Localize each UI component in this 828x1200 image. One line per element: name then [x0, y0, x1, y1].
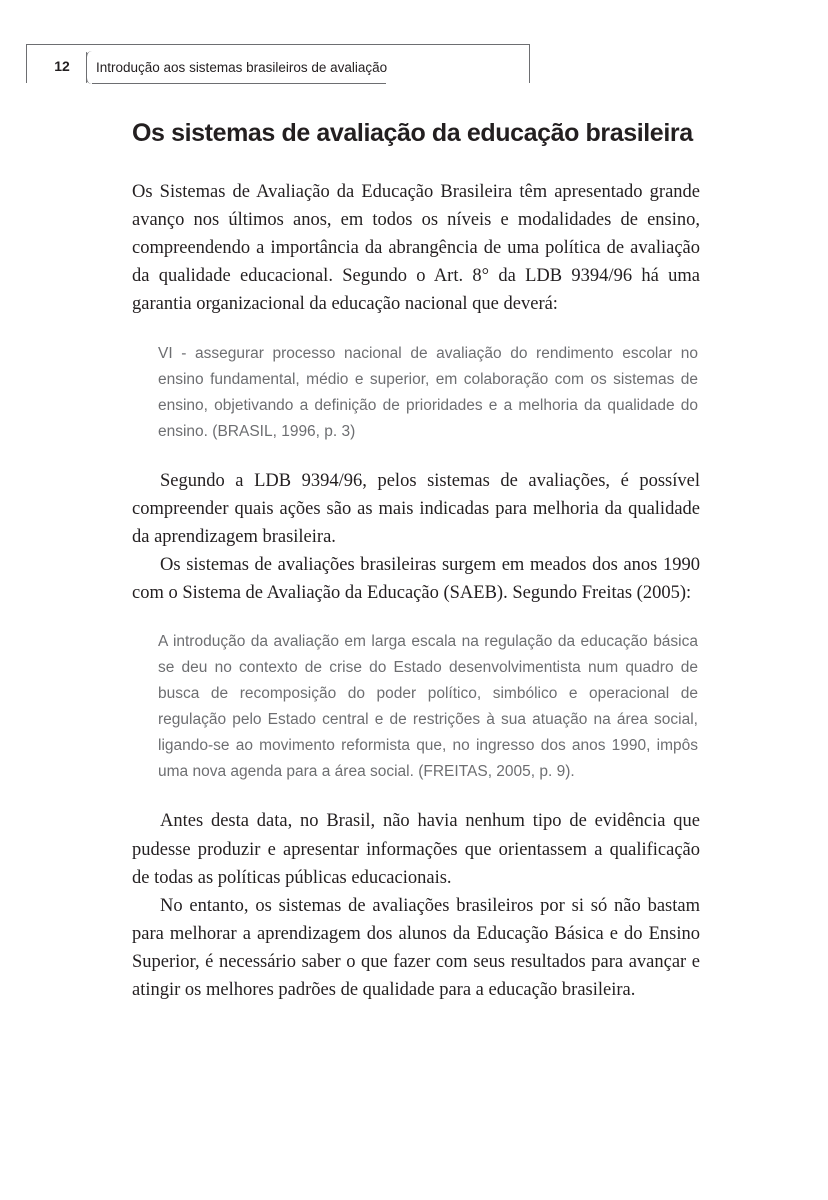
running-head	[0, 44, 530, 94]
paragraph-2: Segundo a LDB 9394/96, pelos sistemas de avaliações, é possível compreender quais ações são as mais indicadas para melhoria da qualidade da aprendizagem brasileira.	[132, 470, 700, 547]
page-number: 12	[54, 58, 70, 74]
header-top-rule	[26, 44, 530, 45]
block-quote-1: VI - assegurar processo nacional de avaliação do rendimento escolar no ensino fundamental, médio e superior, em colaboração com os sistemas de ensino, objetivando a definição de prioridades e a melhoria da qualidade do ensino. (BRASIL, 1996, p. 3)	[158, 344, 698, 440]
paragraph-3: Os sistemas de avaliações brasileiras surgem em meados dos anos 1990 com o Sistema de Avaliação da Educação (SAEB). Segundo Freitas (2005):	[132, 555, 700, 604]
block-quote-2: A introdução da avaliação em larga escala na regulação da educação básica se deu no contexto de crise do Estado desenvolvimentista num quadro de busca de recomposição do poder político, simbólico e operacional de regulação pelo Estado central e de restrições à sua atuação na área social, ligando-se ao movimento reformista que, no ingresso dos anos 1990, impôs uma nova agenda para a área social. (FREITAS, 2005, p. 9).	[158, 633, 698, 781]
running-head-title: Introdução aos sistemas brasileiros de avaliação	[96, 60, 388, 75]
header-left-edge	[26, 44, 27, 83]
paragraph-4: Antes desta data, no Brasil, não havia nenhum tipo de evidência que pudesse produzir e apresentar informações que orientassem a qualificação de todas as políticas públicas educacionais.	[132, 811, 700, 888]
header-divider	[86, 52, 87, 83]
header-right-edge	[529, 44, 530, 83]
header-bottom-rule	[92, 83, 386, 84]
page-title: Os sistemas de avaliação da educação brasileira	[132, 119, 693, 147]
paragraph-5: No entanto, os sistemas de avaliações brasileiros por si só não bastam para melhorar a aprendizagem dos alunos da Educação Básica e do Ensino Superior, é necessário saber o que fazer com seus resultados para avançar e atingir os melhores padrões de qualidade para a educação brasileira.	[132, 895, 700, 1001]
page-content	[132, 118, 700, 1004]
paragraph-1: Os Sistemas de Avaliação da Educação Brasileira têm apresentado grande avanço nos últimos anos, em todos os níveis e modalidades de ensino, compreendendo a importância da abrangência de uma política de avaliação da qualidade educacional. Segundo o Art. 8° da LDB 9394/96 há uma garantia organizacional da educação nacional que deverá:	[132, 182, 700, 315]
